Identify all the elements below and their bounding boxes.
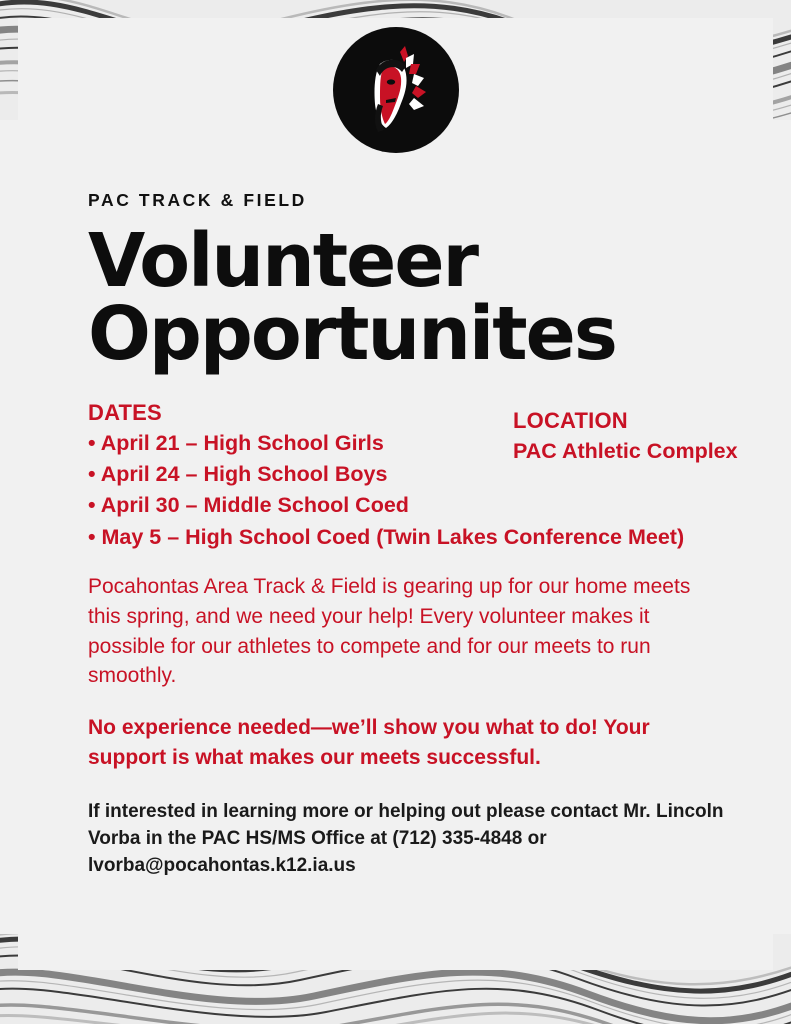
location-value: PAC Athletic Complex — [513, 439, 738, 464]
intro-paragraph: Pocahontas Area Track & Field is gearing up for our home meets this spring, and we need your help! Every volunteer makes it possible for our athletes to compete and for our meets to run smoothly. — [88, 575, 691, 688]
date-item: • May 5 – High School Coed (Twin Lakes Conference Meet) — [88, 524, 685, 549]
headline-line-1: Volunteer — [88, 218, 478, 304]
page-title — [88, 218, 788, 377]
date-item: • April 30 – Middle School Coed — [88, 493, 409, 518]
poster-content — [88, 190, 788, 880]
dates-label: DATES — [88, 400, 162, 426]
headline-line-2: Opportunites — [88, 290, 616, 377]
contact-info: If interested in learning more or helping out please contact Mr. Lincoln Vorba in the PAC HS/MS Office at (712) 335-4848 or lvorba@pocahontas.k12.ia.us — [88, 800, 724, 876]
info-row — [88, 400, 788, 550]
date-item: • April 21 – High School Girls — [88, 431, 384, 456]
eyebrow-label: PAC TRACK & FIELD — [88, 190, 307, 210]
date-item: • April 24 – High School Boys — [88, 462, 388, 487]
warrior-head-logo-icon — [333, 27, 459, 153]
emphasis-paragraph: No experience needed—we’ll show you what to do! Your support is what makes our meets successful. — [88, 716, 650, 770]
location-section — [513, 408, 791, 467]
location-label: LOCATION — [513, 408, 628, 434]
